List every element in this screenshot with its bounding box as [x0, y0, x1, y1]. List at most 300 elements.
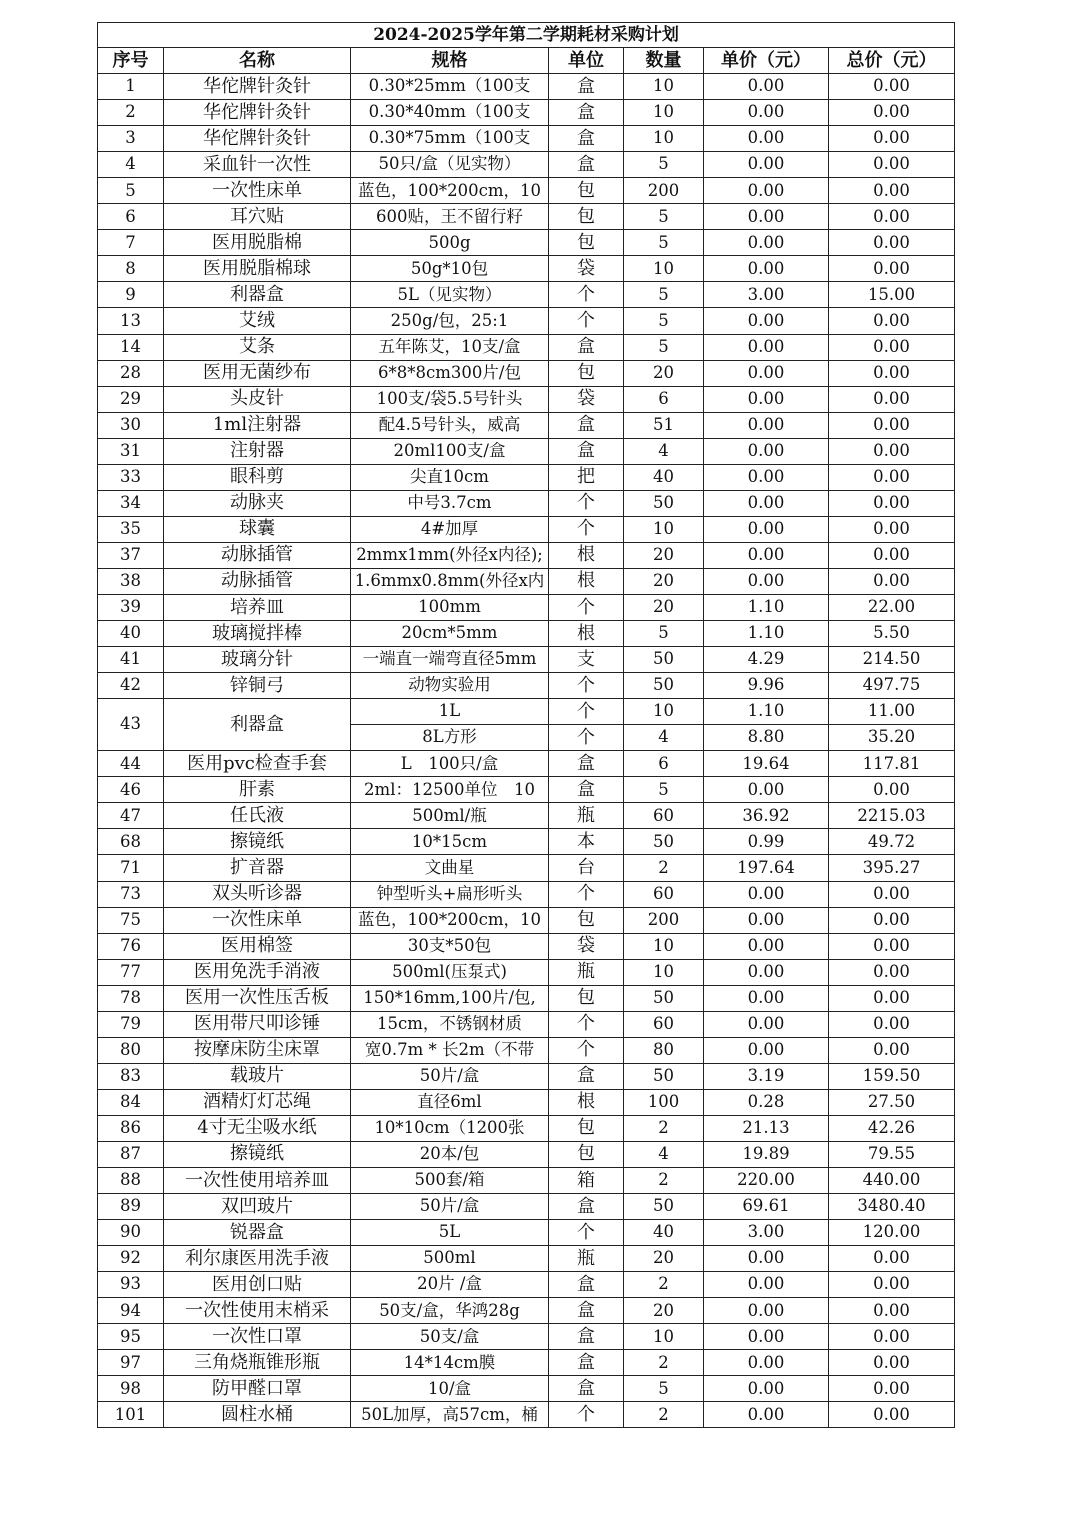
item-quantity: 50 [624, 490, 704, 516]
item-quantity: 5 [624, 230, 704, 256]
item-unit: 个 [549, 308, 624, 334]
row-index: 80 [98, 1037, 164, 1063]
row-index: 97 [98, 1350, 164, 1376]
item-quantity: 60 [624, 881, 704, 907]
item-spec: 宽0.7m * 长2m（不带 [351, 1037, 549, 1063]
item-spec: 0.30*25mm（100支 [351, 74, 549, 100]
item-unit-price: 1.10 [704, 621, 829, 647]
item-quantity: 4 [624, 725, 704, 751]
item-unit-price: 3.19 [704, 1063, 829, 1089]
row-index: 42 [98, 673, 164, 699]
item-name: 球囊 [164, 516, 351, 542]
item-name: 一次性使用末梢采 [164, 1298, 351, 1324]
item-spec: 15cm，不锈钢材质 [351, 1011, 549, 1037]
item-unit: 盒 [549, 126, 624, 152]
item-total-price: 0.00 [829, 256, 955, 282]
row-index: 5 [98, 178, 164, 204]
item-name: 玻璃搅拌棒 [164, 621, 351, 647]
row-index: 13 [98, 308, 164, 334]
item-unit: 个 [549, 699, 624, 725]
item-total-price: 0.00 [829, 777, 955, 803]
item-name: 动脉插管 [164, 568, 351, 594]
item-unit-price: 0.00 [704, 1298, 829, 1324]
item-unit: 袋 [549, 933, 624, 959]
row-index: 40 [98, 621, 164, 647]
item-unit: 盒 [549, 152, 624, 178]
item-unit-price: 0.00 [704, 74, 829, 100]
item-name: 三角烧瓶锥形瓶 [164, 1350, 351, 1376]
table-row [98, 985, 955, 1011]
table-row [98, 542, 955, 568]
item-quantity: 2 [624, 1272, 704, 1298]
item-total-price: 0.00 [829, 568, 955, 594]
item-name: 肝素 [164, 777, 351, 803]
row-index: 28 [98, 360, 164, 386]
table-row [98, 464, 955, 490]
row-index: 94 [98, 1298, 164, 1324]
item-spec: 2mmx1mm(外径x内径); [351, 542, 549, 568]
item-total-price: 0.00 [829, 412, 955, 438]
item-total-price: 79.55 [829, 1141, 955, 1167]
item-total-price: 27.50 [829, 1089, 955, 1115]
item-unit: 盒 [549, 74, 624, 100]
item-spec: 50g*10包 [351, 256, 549, 282]
item-name: 医用带尺叩诊锤 [164, 1011, 351, 1037]
item-spec: 10*10cm（1200张 [351, 1115, 549, 1141]
table-row [98, 1402, 955, 1428]
item-name: 医用无菌纱布 [164, 360, 351, 386]
item-spec: 30支*50包 [351, 933, 549, 959]
table-row [98, 594, 955, 620]
row-index: 101 [98, 1402, 164, 1428]
item-unit-price: 8.80 [704, 725, 829, 751]
item-name: 圆柱水桶 [164, 1402, 351, 1428]
item-quantity: 10 [624, 1324, 704, 1350]
item-unit-price: 4.29 [704, 647, 829, 673]
item-total-price: 0.00 [829, 959, 955, 985]
table-row [98, 881, 955, 907]
row-index: 29 [98, 386, 164, 412]
item-unit-price: 0.00 [704, 308, 829, 334]
item-total-price: 0.00 [829, 1037, 955, 1063]
item-unit-price: 0.00 [704, 256, 829, 282]
item-unit: 个 [549, 490, 624, 516]
item-total-price: 35.20 [829, 725, 955, 751]
item-unit: 本 [549, 829, 624, 855]
item-unit: 箱 [549, 1168, 624, 1194]
item-spec: 尖直10cm [351, 464, 549, 490]
item-total-price: 0.00 [829, 1324, 955, 1350]
item-spec: 250g/包，25:1 [351, 308, 549, 334]
item-spec: 100mm [351, 594, 549, 620]
item-total-price: 15.00 [829, 282, 955, 308]
item-total-price: 497.75 [829, 673, 955, 699]
item-spec: 50L加厚，高57cm，桶 [351, 1402, 549, 1428]
item-unit-price: 0.00 [704, 360, 829, 386]
row-index: 7 [98, 230, 164, 256]
item-unit: 盒 [549, 777, 624, 803]
table-row [98, 360, 955, 386]
item-unit-price: 0.00 [704, 933, 829, 959]
item-unit: 盒 [549, 1350, 624, 1376]
item-spec: 20片 /盒 [351, 1272, 549, 1298]
item-spec: L 100只/盒 [351, 751, 549, 777]
item-unit: 包 [549, 985, 624, 1011]
item-unit-price: 0.00 [704, 438, 829, 464]
item-spec: 50支/盒 [351, 1324, 549, 1350]
item-total-price: 0.00 [829, 178, 955, 204]
item-name: 医用棉签 [164, 933, 351, 959]
item-unit: 盒 [549, 1063, 624, 1089]
item-unit-price: 0.00 [704, 881, 829, 907]
item-name: 耳穴贴 [164, 204, 351, 230]
item-quantity: 50 [624, 829, 704, 855]
item-unit: 盒 [549, 751, 624, 777]
item-name: 酒精灯灯芯绳 [164, 1089, 351, 1115]
item-unit-price: 0.00 [704, 1011, 829, 1037]
item-unit: 包 [549, 1141, 624, 1167]
table-row [98, 673, 955, 699]
table-row [98, 907, 955, 933]
item-quantity: 10 [624, 126, 704, 152]
table-row [98, 647, 955, 673]
table-row [98, 282, 955, 308]
item-unit: 支 [549, 647, 624, 673]
item-unit: 盒 [549, 1272, 624, 1298]
item-unit-price: 0.00 [704, 1272, 829, 1298]
item-unit-price: 19.64 [704, 751, 829, 777]
item-spec: 500套/箱 [351, 1168, 549, 1194]
item-name: 艾绒 [164, 308, 351, 334]
item-unit: 根 [549, 542, 624, 568]
item-name: 1ml注射器 [164, 412, 351, 438]
item-quantity: 2 [624, 1115, 704, 1141]
item-total-price: 0.00 [829, 308, 955, 334]
item-total-price: 0.00 [829, 933, 955, 959]
item-unit: 个 [549, 594, 624, 620]
table-row [98, 829, 955, 855]
item-total-price: 0.00 [829, 881, 955, 907]
item-name: 擦镜纸 [164, 829, 351, 855]
table-row [98, 230, 955, 256]
header-row [98, 48, 955, 74]
table-row [98, 1141, 955, 1167]
table-row [98, 1220, 955, 1246]
item-unit: 包 [549, 204, 624, 230]
item-total-price: 0.00 [829, 464, 955, 490]
item-spec: 中号3.7cm [351, 490, 549, 516]
item-unit: 根 [549, 568, 624, 594]
row-index: 86 [98, 1115, 164, 1141]
item-name: 头皮针 [164, 386, 351, 412]
item-spec: 4#加厚 [351, 516, 549, 542]
item-name: 擦镜纸 [164, 1141, 351, 1167]
item-unit: 瓶 [549, 1246, 624, 1272]
item-spec: 500g [351, 230, 549, 256]
item-quantity: 4 [624, 1141, 704, 1167]
row-index: 37 [98, 542, 164, 568]
table-row [98, 1194, 955, 1220]
item-spec: 5L [351, 1220, 549, 1246]
item-spec: 直径6ml [351, 1089, 549, 1115]
item-unit-price: 0.00 [704, 1246, 829, 1272]
row-index: 30 [98, 412, 164, 438]
item-unit: 把 [549, 464, 624, 490]
item-name: 动脉夹 [164, 490, 351, 516]
item-quantity: 200 [624, 178, 704, 204]
row-index: 92 [98, 1246, 164, 1272]
table-row [98, 204, 955, 230]
item-quantity: 6 [624, 386, 704, 412]
item-unit: 盒 [549, 100, 624, 126]
table-row [98, 568, 955, 594]
item-unit: 台 [549, 855, 624, 881]
item-total-price: 0.00 [829, 204, 955, 230]
item-unit: 包 [549, 907, 624, 933]
item-total-price: 2215.03 [829, 803, 955, 829]
item-unit: 袋 [549, 256, 624, 282]
item-total-price: 0.00 [829, 360, 955, 386]
item-unit: 盒 [549, 1376, 624, 1402]
row-index: 14 [98, 334, 164, 360]
item-spec: 蓝色，100*200cm，10 [351, 178, 549, 204]
item-quantity: 20 [624, 1246, 704, 1272]
row-index: 43 [98, 699, 164, 751]
item-unit-price: 0.00 [704, 516, 829, 542]
item-unit: 盒 [549, 1194, 624, 1220]
item-unit: 盒 [549, 334, 624, 360]
row-index: 9 [98, 282, 164, 308]
item-spec: 10/盒 [351, 1376, 549, 1402]
item-spec: 文曲星 [351, 855, 549, 881]
item-quantity: 200 [624, 907, 704, 933]
item-total-price: 395.27 [829, 855, 955, 881]
item-total-price: 0.00 [829, 438, 955, 464]
table-row [98, 777, 955, 803]
item-name: 眼科剪 [164, 464, 351, 490]
item-name: 医用免洗手消液 [164, 959, 351, 985]
table-row [98, 1246, 955, 1272]
item-unit-price: 3.00 [704, 282, 829, 308]
item-spec: 20cm*5mm [351, 621, 549, 647]
row-index: 3 [98, 126, 164, 152]
item-spec: 50只/盒（见实物） [351, 152, 549, 178]
item-total-price: 0.00 [829, 100, 955, 126]
row-index: 4 [98, 152, 164, 178]
table-row [98, 1350, 955, 1376]
item-name: 利器盒 [164, 282, 351, 308]
item-unit-price: 0.00 [704, 490, 829, 516]
row-index: 78 [98, 985, 164, 1011]
item-name: 艾条 [164, 334, 351, 360]
header-spec: 规格 [351, 48, 549, 74]
item-name: 医用一次性压舌板 [164, 985, 351, 1011]
item-name: 双凹玻片 [164, 1194, 351, 1220]
table-row [98, 334, 955, 360]
item-name: 医用脱脂棉 [164, 230, 351, 256]
item-unit: 个 [549, 881, 624, 907]
item-total-price: 0.00 [829, 1350, 955, 1376]
item-total-price: 120.00 [829, 1220, 955, 1246]
row-index: 93 [98, 1272, 164, 1298]
item-spec: 0.30*40mm（100支 [351, 100, 549, 126]
item-unit: 包 [549, 178, 624, 204]
item-unit-price: 21.13 [704, 1115, 829, 1141]
table-row [98, 855, 955, 881]
item-unit-price: 0.00 [704, 1324, 829, 1350]
header-index: 序号 [98, 48, 164, 74]
item-total-price: 3480.40 [829, 1194, 955, 1220]
item-unit: 盒 [549, 1298, 624, 1324]
item-total-price: 11.00 [829, 699, 955, 725]
item-spec: 20ml100支/盒 [351, 438, 549, 464]
item-total-price: 5.50 [829, 621, 955, 647]
item-unit-price: 0.00 [704, 100, 829, 126]
item-unit: 根 [549, 621, 624, 647]
item-unit: 个 [549, 516, 624, 542]
item-unit: 包 [549, 230, 624, 256]
item-spec: 600贴，王不留行籽 [351, 204, 549, 230]
item-spec: 1.6mmx0.8mm(外径x内 [351, 568, 549, 594]
item-unit-price: 220.00 [704, 1168, 829, 1194]
row-index: 75 [98, 907, 164, 933]
table-row [98, 438, 955, 464]
row-index: 38 [98, 568, 164, 594]
table-row [98, 100, 955, 126]
item-spec: 一端直一端弯直径5mm [351, 647, 549, 673]
row-index: 35 [98, 516, 164, 542]
table-row [98, 1272, 955, 1298]
row-index: 6 [98, 204, 164, 230]
item-quantity: 10 [624, 256, 704, 282]
item-unit-price: 3.00 [704, 1220, 829, 1246]
table-row [98, 1037, 955, 1063]
item-total-price: 440.00 [829, 1168, 955, 1194]
table-row [98, 803, 955, 829]
item-quantity: 5 [624, 152, 704, 178]
table-row [98, 516, 955, 542]
item-unit-price: 0.00 [704, 1402, 829, 1428]
item-name: 采血针一次性 [164, 152, 351, 178]
item-spec: 14*14cm膜 [351, 1350, 549, 1376]
item-quantity: 5 [624, 1376, 704, 1402]
item-spec: 500ml(压泵式) [351, 959, 549, 985]
item-quantity: 2 [624, 1350, 704, 1376]
item-spec: 5L（见实物） [351, 282, 549, 308]
table-row [98, 308, 955, 334]
row-index: 73 [98, 881, 164, 907]
item-quantity: 6 [624, 751, 704, 777]
item-spec: 8L方形 [351, 725, 549, 751]
table-row [98, 256, 955, 282]
item-total-price: 0.00 [829, 907, 955, 933]
row-index: 98 [98, 1376, 164, 1402]
item-unit: 个 [549, 1220, 624, 1246]
item-unit-price: 0.00 [704, 230, 829, 256]
item-spec: 蓝色，100*200cm，10 [351, 907, 549, 933]
item-unit: 盒 [549, 438, 624, 464]
item-unit-price: 0.00 [704, 152, 829, 178]
item-unit-price: 36.92 [704, 803, 829, 829]
item-quantity: 50 [624, 1194, 704, 1220]
row-index: 71 [98, 855, 164, 881]
header-name: 名称 [164, 48, 351, 74]
item-quantity: 10 [624, 959, 704, 985]
item-quantity: 5 [624, 777, 704, 803]
item-spec: 500ml/瓶 [351, 803, 549, 829]
item-name: 扩音器 [164, 855, 351, 881]
table-row [98, 1324, 955, 1350]
table-row [98, 74, 955, 100]
item-unit-price: 0.00 [704, 985, 829, 1011]
item-name: 锐器盒 [164, 1220, 351, 1246]
item-quantity: 20 [624, 542, 704, 568]
row-index: 90 [98, 1220, 164, 1246]
table-row [98, 1089, 955, 1115]
item-unit-price: 0.00 [704, 959, 829, 985]
item-unit-price: 1.10 [704, 594, 829, 620]
item-unit-price: 0.00 [704, 777, 829, 803]
table-row [98, 959, 955, 985]
item-spec: 100支/袋5.5号针头 [351, 386, 549, 412]
item-quantity: 20 [624, 1298, 704, 1324]
item-quantity: 5 [624, 204, 704, 230]
item-quantity: 5 [624, 334, 704, 360]
item-total-price: 0.00 [829, 516, 955, 542]
item-quantity: 50 [624, 673, 704, 699]
table-body [98, 23, 955, 1428]
table-row [98, 490, 955, 516]
item-name: 防甲醛口罩 [164, 1376, 351, 1402]
table-row [98, 933, 955, 959]
item-total-price: 159.50 [829, 1063, 955, 1089]
procurement-table [97, 22, 955, 1428]
row-index: 79 [98, 1011, 164, 1037]
table-row [98, 1168, 955, 1194]
item-quantity: 10 [624, 699, 704, 725]
item-quantity: 60 [624, 803, 704, 829]
item-quantity: 100 [624, 1089, 704, 1115]
row-index: 95 [98, 1324, 164, 1350]
item-spec: 6*8*8cm300片/包 [351, 360, 549, 386]
item-unit: 个 [549, 673, 624, 699]
item-unit: 瓶 [549, 959, 624, 985]
item-total-price: 42.26 [829, 1115, 955, 1141]
row-index: 47 [98, 803, 164, 829]
row-index: 68 [98, 829, 164, 855]
row-index: 84 [98, 1089, 164, 1115]
item-spec: 50片/盒 [351, 1194, 549, 1220]
item-name: 双头听诊器 [164, 881, 351, 907]
item-name: 一次性使用培养皿 [164, 1168, 351, 1194]
item-total-price: 0.00 [829, 126, 955, 152]
row-index: 31 [98, 438, 164, 464]
table-row [98, 621, 955, 647]
item-name: 华佗牌针灸针 [164, 126, 351, 152]
row-index: 87 [98, 1141, 164, 1167]
row-index: 76 [98, 933, 164, 959]
item-spec: 钟型听头+扁形听头 [351, 881, 549, 907]
item-spec: 五年陈艾，10支/盒 [351, 334, 549, 360]
item-total-price: 0.00 [829, 386, 955, 412]
item-total-price: 0.00 [829, 985, 955, 1011]
item-name: 载玻片 [164, 1063, 351, 1089]
item-unit-price: 0.00 [704, 1037, 829, 1063]
table-row [98, 412, 955, 438]
item-unit: 个 [549, 1037, 624, 1063]
item-spec: 50支/盒，华鸿28g [351, 1298, 549, 1324]
item-spec: 2ml：12500单位 10 [351, 777, 549, 803]
